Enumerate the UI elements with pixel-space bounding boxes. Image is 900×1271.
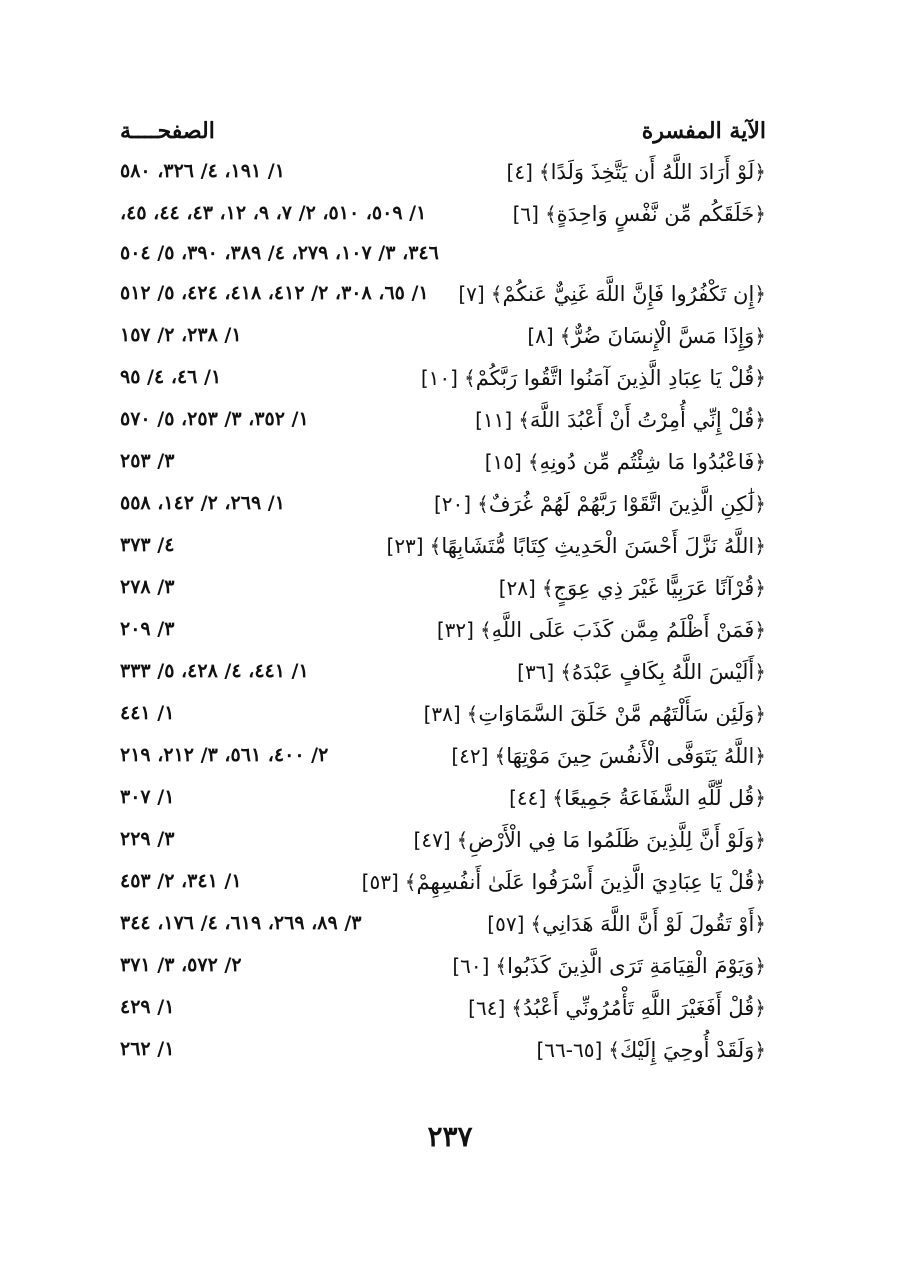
verse-cell: [452, 954, 766, 978]
verse-column-header: الآية المفسرة: [641, 118, 766, 144]
verse-number: [٦٥-٦٦]: [536, 1038, 603, 1062]
verse-text: فَمَنْ أَظْلَمُ مِمَّن كَذَبَ عَلَى اللَّهِ: [491, 618, 755, 642]
verse-cell: [437, 618, 766, 642]
verse-text: قُلْ يَا عِبَادِ الَّذِينَ آمَنُوا اتَّقُوا رَبَّكُمْ: [475, 366, 755, 390]
open-bracket-icon: ﴿: [754, 576, 766, 600]
verse-number: [٤٧]: [413, 828, 451, 852]
open-bracket-icon: ﴿: [754, 202, 766, 226]
close-bracket-icon: ﴾: [477, 492, 489, 516]
table-row: [120, 366, 766, 406]
page-refs: ١/ ٦٥، ٣٠٨، ٢/ ٤١٢، ٤١٨، ٤٢٤، ٥/ ٥١٢: [120, 282, 429, 304]
page-refs: ١/ ٣٠٧: [120, 786, 175, 808]
close-bracket-icon: ﴾: [490, 282, 503, 306]
table-row: [120, 324, 766, 364]
close-bracket-icon: ﴾: [608, 1038, 621, 1062]
open-bracket-icon: ﴿: [754, 492, 766, 516]
table-row: [120, 660, 766, 700]
verse-cell: [414, 828, 766, 852]
open-bracket-icon: ﴿: [754, 366, 766, 390]
verse-cell: [487, 912, 766, 936]
page-refs: ٣/ ٢٠٩: [120, 618, 175, 640]
table-row: [120, 912, 766, 952]
verse-text: لَٰكِنِ الَّذِينَ اتَّقَوْا رَبَّهُمْ لَهُمْ غُرَفٌ: [488, 492, 755, 516]
open-bracket-icon: ﴿: [754, 408, 766, 432]
verse-number: [٣٨]: [423, 702, 461, 726]
verse-cell: [451, 744, 766, 768]
verse-text: قُلْ يَا عِبَادِيَ الَّذِينَ أَسْرَفُوا عَلَىٰ أَنفُسِهِمْ: [416, 870, 755, 894]
page-column-header: الصفحــــة: [120, 118, 215, 144]
verse-text: وَلَوْ أَنَّ لِلَّذِينَ ظَلَمُوا مَا فِي الْأَرْضِ: [468, 828, 755, 852]
close-bracket-icon: ﴾: [429, 534, 442, 558]
verse-text: أَلَيْسَ اللَّهُ بِكَافٍ عَبْدَهُ: [571, 660, 755, 684]
verse-cell: [507, 160, 766, 184]
verse-cell: [527, 324, 766, 348]
open-bracket-icon: ﴿: [754, 660, 766, 684]
verse-text: اللَّهُ يَتَوَفَّى الْأَنفُسَ حِينَ مَوْتِهَا: [506, 744, 755, 768]
page-refs: ١/ ١٩١، ٤/ ٣٢٦، ٥٨٠: [120, 160, 285, 182]
verse-number: [٢٠]: [433, 492, 472, 516]
verse-cell: [509, 786, 766, 810]
verse-number: [٦]: [512, 202, 539, 226]
table-row: [120, 786, 766, 826]
verse-text: وَإِذَا مَسَّ الْإِنسَانَ ضُرٌّ: [571, 324, 755, 348]
verse-number: [٤٢]: [451, 744, 489, 768]
table-row: [120, 1038, 766, 1078]
close-bracket-icon: ﴾: [511, 996, 523, 1020]
verse-cell: [424, 702, 766, 726]
table-row: [120, 996, 766, 1036]
close-bracket-icon: ﴾: [544, 202, 557, 226]
close-bracket-icon: ﴾: [530, 912, 543, 936]
close-bracket-icon: ﴾: [463, 366, 476, 390]
verse-text: اللَّهُ نَزَّلَ أَحْسَنَ الْحَدِيثِ كِتَابًا مُّتَشَابِهًا: [441, 534, 755, 558]
close-bracket-icon: ﴾: [404, 870, 417, 894]
open-bracket-icon: ﴿: [754, 324, 766, 348]
table-row: [120, 702, 766, 742]
page-refs: ١/ ٤٦، ٤/ ٩٥: [120, 366, 222, 388]
open-bracket-icon: ﴿: [754, 282, 766, 306]
page-refs: ١/ ٢٣٨، ٢/ ١٥٧: [120, 324, 242, 346]
verse-text: وَيَوْمَ الْقِيَامَةِ تَرَى الَّذِينَ كَذَبُوا: [507, 954, 755, 978]
page-refs: ١/ ٣٤١، ٢/ ٤٥٣: [120, 870, 242, 892]
page-refs: ٣/ ٢٢٩: [120, 828, 175, 850]
verse-text: إِن تَكْفُرُوا فَإِنَّ اللَّهَ غَنِيٌّ عَنكُمْ: [502, 282, 755, 306]
page-refs: ٢/ ٥٧٢، ٣/ ٣٧١: [120, 954, 242, 976]
verse-number: [٢٣]: [386, 534, 424, 558]
page-refs: ٣/ ٢٧٨: [120, 576, 175, 598]
verse-number: [١٠]: [420, 366, 458, 390]
page-refs: ١/ ٤٢٩: [120, 996, 175, 1018]
open-bracket-icon: ﴿: [754, 828, 766, 852]
verse-number: [١١]: [475, 408, 513, 432]
verse-cell: [421, 366, 766, 390]
verse-text: خَلَقَكُم مِّن نَّفْسٍ وَاحِدَةٍ: [556, 202, 755, 226]
verse-cell: [434, 492, 766, 516]
verse-number: [١٥]: [484, 450, 522, 474]
table-row: [120, 828, 766, 868]
open-bracket-icon: ﴿: [754, 744, 766, 768]
close-bracket-icon: ﴾: [552, 786, 564, 810]
verse-cell: [485, 450, 766, 474]
table-row: [120, 618, 766, 658]
verse-cell: [362, 870, 766, 894]
open-bracket-icon: ﴿: [754, 954, 766, 978]
verse-cell: [536, 1038, 766, 1062]
verse-cell: [475, 408, 766, 432]
table-row: [120, 450, 766, 490]
close-bracket-icon: ﴾: [527, 450, 540, 474]
close-bracket-icon: ﴾: [494, 744, 507, 768]
table-row: [120, 954, 766, 994]
page-refs: ١/ ٢٦٩، ٢/ ١٤٢، ٥٥٨: [120, 492, 285, 514]
page-refs: ٢/ ٤٠٠، ٥٦١، ٣/ ٢١٢، ٢١٩: [120, 744, 329, 766]
table-row: [120, 408, 766, 448]
close-bracket-icon: ﴾: [518, 408, 530, 432]
verse-text: قُلْ أَفَغَيْرَ اللَّهِ تَأْمُرُونِّي أَعْبُدُ: [522, 996, 755, 1020]
close-bracket-icon: ﴾: [560, 660, 572, 684]
verse-number: [٣٦]: [517, 660, 555, 684]
verse-text: فَاعْبُدُوا مَا شِئْتُم مِّن دُونِهِ: [539, 450, 755, 474]
open-bracket-icon: ﴿: [754, 534, 766, 558]
verse-number: [٥٣]: [361, 870, 399, 894]
table-row: [120, 576, 766, 616]
open-bracket-icon: ﴿: [754, 996, 766, 1020]
verse-cell: [517, 660, 766, 684]
verse-text: قُرْآنًا عَرَبِيًّا غَيْرَ ذِي عِوَجٍ: [553, 576, 755, 600]
verse-number: [٣٢]: [436, 618, 474, 642]
verse-text: لَوْ أَرَادَ اللَّهُ أَن يَتَّخِذَ وَلَدًا: [550, 160, 755, 184]
page-refs: ٣/ ٨٩، ٢٦٩، ٦١٩، ٤/ ١٧٦، ٣٤٤: [120, 912, 362, 934]
table-row: [120, 160, 766, 200]
page-refs: ٤/ ٣٧٣: [120, 534, 175, 556]
verse-number: [٦٤]: [468, 996, 506, 1020]
page-refs: ١/ ٤٤١: [120, 702, 175, 724]
verse-number: [٥٧]: [487, 912, 525, 936]
close-bracket-icon: ﴾: [495, 954, 508, 978]
close-bracket-icon: ﴾: [466, 702, 479, 726]
open-bracket-icon: ﴿: [754, 912, 766, 936]
verse-number: [٢٨]: [498, 576, 536, 600]
close-bracket-icon: ﴾: [559, 324, 572, 348]
verse-cell: [387, 534, 767, 558]
page-refs: ١/ ٤٤١، ٤/ ٤٢٨، ٥/ ٣٣٣: [120, 660, 309, 682]
table-row: [120, 534, 766, 574]
open-bracket-icon: ﴿: [754, 702, 766, 726]
table-row: [120, 492, 766, 532]
verse-text: وَلَئِن سَأَلْتَهُم مَّنْ خَلَقَ السَّمَاوَاتِ: [478, 702, 755, 726]
close-bracket-icon: ﴾: [479, 618, 492, 642]
verse-cell: [458, 282, 766, 306]
verse-number: [٤]: [506, 160, 533, 184]
verse-number: [٤٤]: [509, 786, 547, 810]
verse-cell: [499, 576, 766, 600]
table-row: [120, 282, 766, 322]
table-row: [120, 202, 766, 264]
verse-number: [٨]: [527, 324, 554, 348]
open-bracket-icon: ﴿: [754, 618, 766, 642]
page-refs: ١/ ٣٥٢، ٣/ ٢٥٣، ٥/ ٥٧٠: [120, 408, 309, 430]
table-row: [120, 744, 766, 784]
close-bracket-icon: ﴾: [538, 160, 551, 184]
open-bracket-icon: ﴿: [754, 450, 766, 474]
verse-text: قُلْ إِنِّي أُمِرْتُ أَنْ أَعْبُدَ اللَّهَ: [529, 408, 755, 432]
page-refs: ١/ ٢٦٢: [120, 1038, 175, 1060]
verse-text: وَلَقَدْ أُوحِيَ إِلَيْكَ: [620, 1038, 755, 1062]
close-bracket-icon: ﴾: [541, 576, 554, 600]
verse-cell: [468, 996, 766, 1020]
verse-number: [٧]: [458, 282, 485, 306]
verse-cell: [513, 202, 766, 226]
page-refs: ٣/ ٢٥٣: [120, 450, 175, 472]
page-number: ٢٣٧: [427, 1120, 473, 1153]
open-bracket-icon: ﴿: [754, 160, 766, 184]
page-refs-continued: ٣٤٦، ٣/ ١٠٧، ٢٧٩، ٤/ ٣٨٩، ٣٩٠، ٥/ ٥٠٤: [120, 242, 439, 264]
open-bracket-icon: ﴿: [754, 1038, 766, 1062]
table-row: [120, 870, 766, 910]
close-bracket-icon: ﴾: [456, 828, 469, 852]
verse-text: أَوْ تَقُولَ لَوْ أَنَّ اللَّهَ هَدَانِي: [542, 912, 755, 936]
page-refs: ١/ ٥٠٩، ٥١٠، ٢/ ٧، ٩، ١٢، ٤٣، ٤٤، ٤٥،: [120, 202, 427, 224]
verse-number: [٦٠]: [452, 954, 490, 978]
open-bracket-icon: ﴿: [754, 786, 766, 810]
open-bracket-icon: ﴿: [754, 870, 766, 894]
verse-text: قُل لِّلَّهِ الشَّفَاعَةُ جَمِيعًا: [563, 786, 755, 810]
